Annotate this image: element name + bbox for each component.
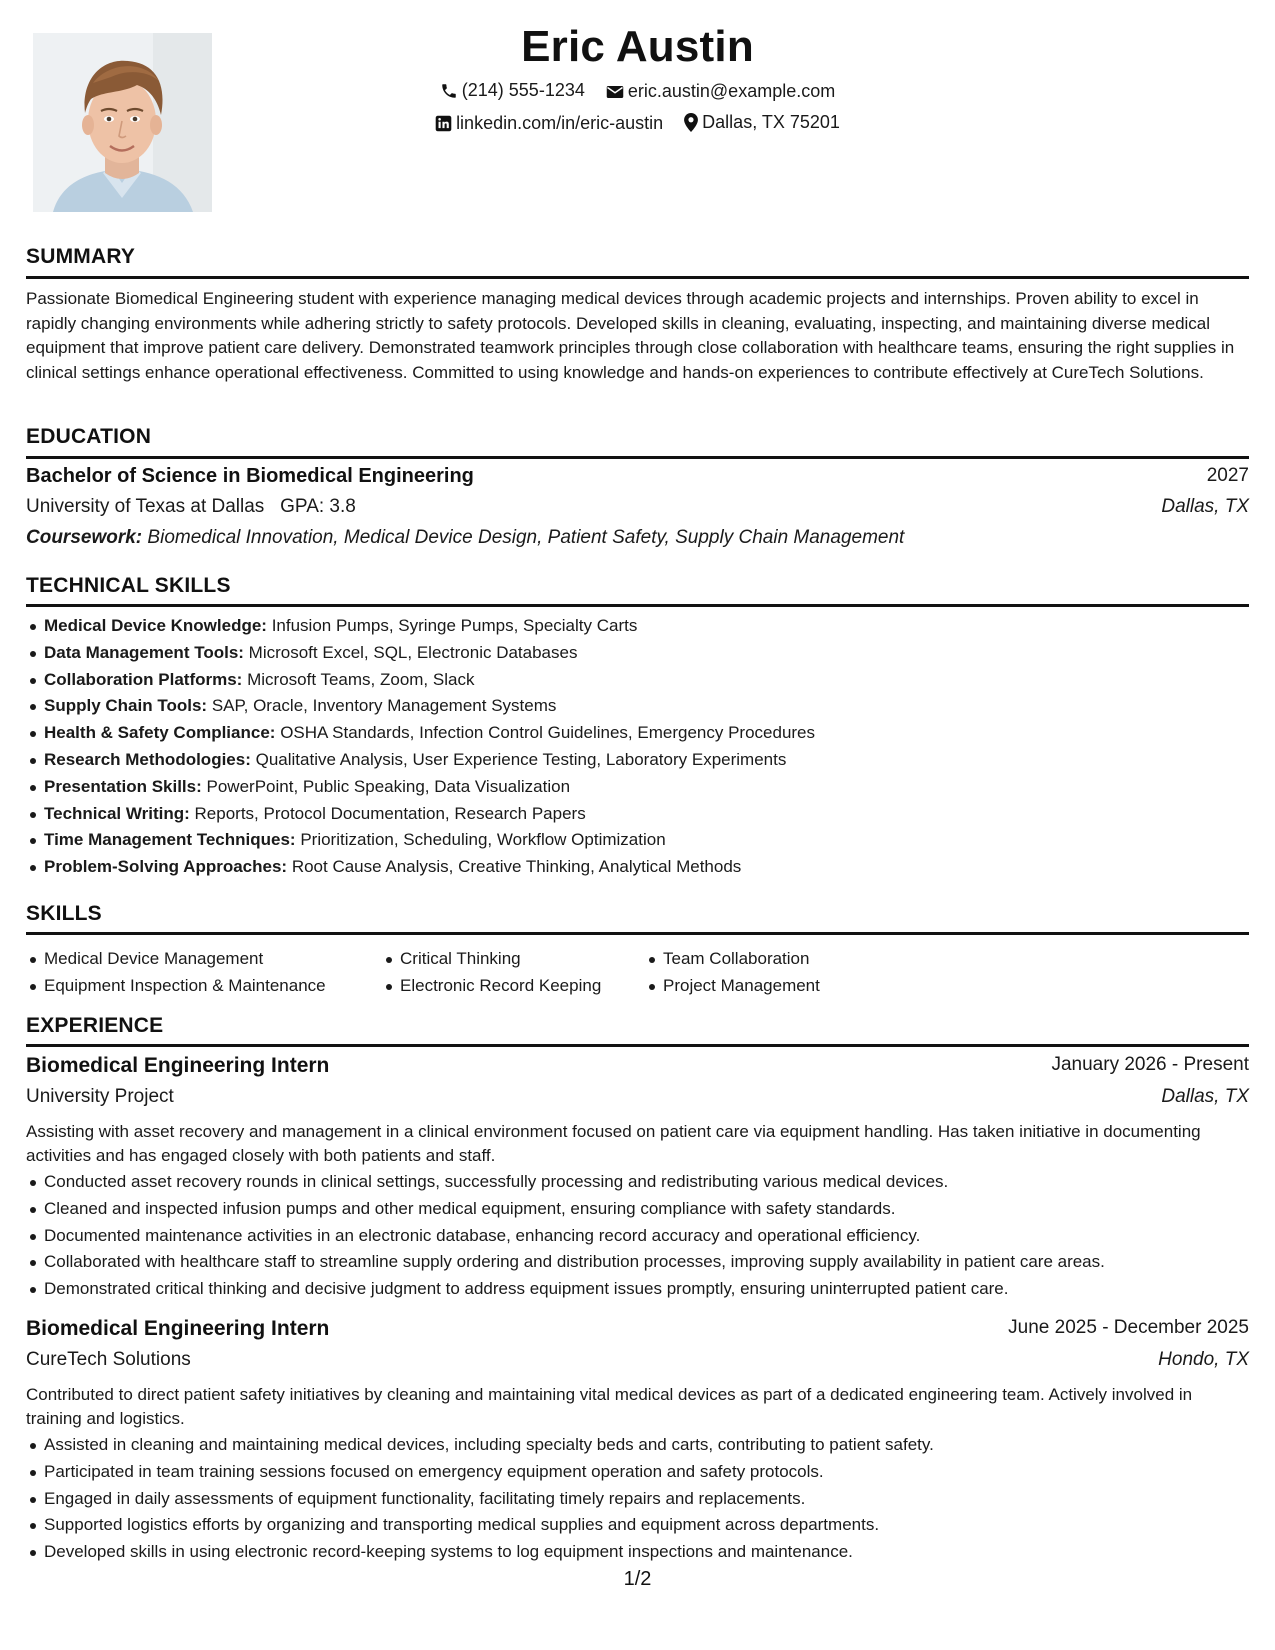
skill-value: Microsoft Teams, Zoom, Slack (247, 669, 475, 689)
education-divider (26, 456, 1249, 459)
list-item: Collaborated with healthcare staff to streamline supply ordering and distribution processes, improving supply availability in patient care areas. (26, 1249, 1249, 1276)
list-item (26, 801, 1249, 828)
job-role: Biomedical Engineering Intern (26, 1054, 330, 1077)
job-dates: January 2026 - Present (1051, 1054, 1249, 1075)
job-1-description: Assisting with asset recovery and management in a clinical environment focused on patient care via equipment handling. Has taken initiative in documenting activities and has engaged closely with both patients and staff. (26, 1122, 1201, 1165)
job-2-bullets (26, 1432, 1249, 1566)
job-role: Biomedical Engineering Intern (26, 1317, 330, 1340)
job-org: CureTech Solutions (26, 1349, 191, 1370)
phone-contact[interactable] (440, 80, 585, 101)
skill-label: Problem-Solving Approaches: (44, 857, 288, 877)
coursework-line (26, 527, 904, 549)
skills-heading: SKILLS (26, 902, 102, 925)
skills-divider (26, 932, 1249, 935)
technical-skills-list (26, 613, 1249, 881)
contact-line-1 (26, 80, 1249, 105)
job-dates: June 2025 - December 2025 (1008, 1317, 1249, 1338)
email-text: eric.austin@example.com (627, 81, 836, 101)
experience-heading: EXPERIENCE (26, 1014, 164, 1037)
job-location: Hondo, TX (1158, 1349, 1249, 1370)
technical-skills-divider (26, 604, 1249, 607)
skill-value: PowerPoint, Public Speaking, Data Visualization (206, 776, 571, 796)
skill-value: Infusion Pumps, Syringe Pumps, Specialty Carts (271, 616, 638, 635)
job-1-bullets (26, 1169, 1249, 1303)
list-item: Developed skills in using electronic record-keeping systems to log equipment inspections and maintenance. (26, 1539, 1249, 1566)
resume-page (26, 0, 1249, 1650)
list-item (26, 640, 1249, 667)
skill-value: Qualitative Analysis, User Experience Testing, Laboratory Experiments (255, 749, 787, 769)
list-item: Cleaned and inspected infusion pumps and other medical equipment, ensuring compliance with safety standards. (26, 1196, 1249, 1223)
list-item (26, 667, 1249, 694)
skill-value: Prioritization, Scheduling, Workflow Optimization (300, 830, 666, 850)
education-heading: EDUCATION (26, 425, 152, 448)
skills-column-3 (645, 946, 820, 1000)
summary-heading: SUMMARY (26, 245, 136, 268)
envelope-icon (606, 84, 624, 100)
candidate-name: Eric Austin (521, 22, 754, 71)
summary-divider (26, 276, 1249, 279)
linkedin-contact[interactable] (435, 113, 663, 134)
skills-column-2 (382, 946, 601, 1000)
contact-line-2 (26, 112, 1249, 137)
skill-label: Presentation Skills: (44, 776, 202, 796)
school-name: University of Texas at Dallas (26, 496, 265, 517)
list-item: Conducted asset recovery rounds in clinical settings, successfully processing and redistributing various medical devices. (26, 1169, 1249, 1196)
skills-column-1 (26, 946, 326, 1000)
list-item (26, 693, 1249, 720)
map-pin-icon (684, 113, 698, 132)
list-item (26, 854, 1249, 881)
list-item (26, 720, 1249, 747)
list-item: Participated in team training sessions focused on emergency equipment operation and safety protocols. (26, 1459, 1249, 1486)
list-item: Critical Thinking (382, 946, 601, 973)
skill-label: Medical Device Knowledge: (44, 616, 267, 635)
linkedin-text: linkedin.com/in/eric-austin (456, 113, 664, 133)
coursework-label: Coursework: (26, 527, 143, 548)
location-text: Dallas, TX 75201 (702, 112, 840, 132)
job-org: University Project (26, 1086, 174, 1107)
skill-value: Root Cause Analysis, Creative Thinking, Analytical Methods (291, 857, 742, 877)
list-item (26, 613, 1249, 640)
email-contact[interactable] (606, 81, 835, 102)
skill-value: Reports, Protocol Documentation, Research Papers (194, 803, 586, 823)
job-location: Dallas, TX (1161, 1086, 1249, 1107)
coursework-list: Biomedical Innovation, Medical Device Design, Patient Safety, Supply Chain Management (147, 527, 905, 548)
list-item (26, 747, 1249, 774)
list-item: Medical Device Management (26, 946, 326, 973)
gpa: GPA: 3.8 (280, 496, 356, 517)
skill-label: Research Methodologies: (44, 749, 251, 769)
degree-title: Bachelor of Science in Biomedical Engineering (26, 465, 474, 487)
graduation-year: 2027 (1206, 465, 1249, 486)
skill-label: Health & Safety Compliance: (44, 723, 276, 743)
list-item (26, 774, 1249, 801)
list-item (26, 827, 1249, 854)
page-number: 1/2 (623, 1568, 652, 1590)
skill-label: Data Management Tools: (44, 642, 244, 662)
list-item: Supported logistics efforts by organizing and transporting medical supplies and equipment across departments. (26, 1512, 1249, 1539)
list-item: Engaged in daily assessments of equipment functionality, facilitating timely repairs and replacements. (26, 1486, 1249, 1513)
phone-text: (214) 555-1234 (461, 80, 585, 100)
list-item: Electronic Record Keeping (382, 973, 601, 1000)
skill-value: SAP, Oracle, Inventory Management Systems (211, 696, 557, 716)
phone-icon (440, 82, 458, 100)
school-location: Dallas, TX (1161, 496, 1249, 517)
list-item: Assisted in cleaning and maintaining medical devices, including specialty beds and carts, contributing to patient safety. (26, 1432, 1249, 1459)
location-contact (684, 112, 840, 133)
experience-divider (26, 1044, 1249, 1047)
skill-value: OSHA Standards, Infection Control Guidelines, Emergency Procedures (280, 723, 816, 743)
list-item: Documented maintenance activities in an electronic database, enhancing record accuracy and operational efficiency. (26, 1223, 1249, 1250)
skill-label: Technical Writing: (44, 803, 190, 823)
skill-label: Time Management Techniques: (44, 830, 296, 850)
linkedin-icon (435, 115, 452, 132)
job-2-description: Contributed to direct patient safety initiatives by cleaning and maintaining vital medical devices as part of a dedicated engineering team. Actively involved in training and logistics. (26, 1385, 1193, 1428)
technical-skills-heading: TECHNICAL SKILLS (26, 574, 231, 597)
summary-text: Passionate Biomedical Engineering student with experience managing medical devices through academic projects and internships. Proven ability to excel in rapidly changing environments while adhering strictly to safety protocols. Developed skills in cleaning, evaluating, inspecting, and maintaining diverse medical equipment that improve patient care delivery. Demonstrated teamwork principles through close collaboration with healthcare teams, ensuring the right supplies in clinical settings enhance operational effectiveness. Committed to using knowledge and hands-on experiences to contribute effectively at CureTech Solutions. (26, 289, 1235, 382)
skill-value: Microsoft Excel, SQL, Electronic Databases (248, 642, 578, 662)
skill-label: Supply Chain Tools: (44, 696, 208, 716)
skill-label: Collaboration Platforms: (44, 669, 243, 689)
list-item: Equipment Inspection & Maintenance (26, 973, 326, 1000)
list-item: Project Management (645, 973, 820, 1000)
school-line (26, 496, 356, 518)
list-item: Team Collaboration (645, 946, 820, 973)
list-item: Demonstrated critical thinking and decisive judgment to address equipment issues promptly, ensuring uninterrupted patient care. (26, 1276, 1249, 1303)
